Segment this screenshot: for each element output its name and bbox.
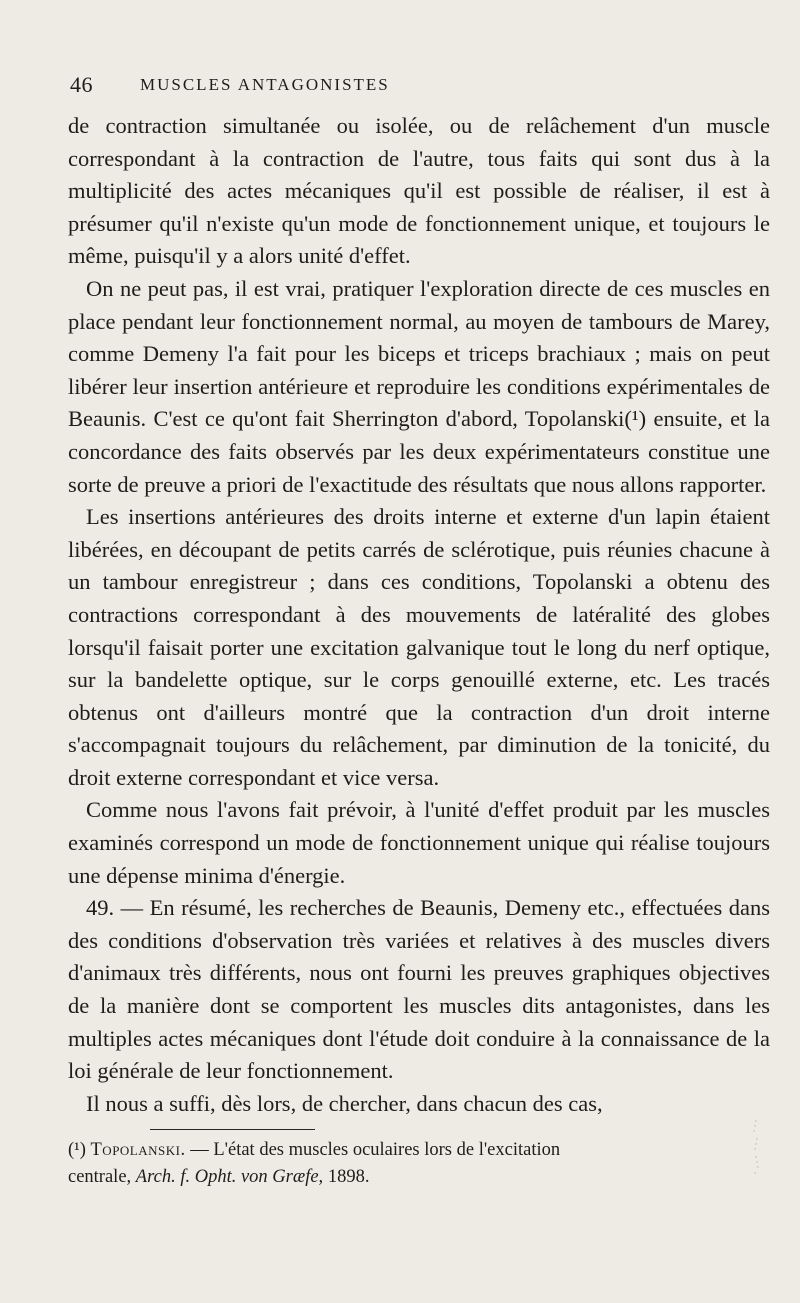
footnote-journal: Arch. f. Opht. von Græfe, bbox=[135, 1167, 324, 1187]
paragraph-closing: Il nous a suffi, dès lors, de chercher, dans chacun des cas, bbox=[86, 1090, 603, 1116]
paragraph-energy: Comme nous l'avons fait prévoir, à l'unité d'effet produit par les muscles examinés correspond un mode de fonctionnement unique qui réalise toujours une dépense minima d'énergie. bbox=[68, 797, 770, 888]
running-title: MUSCLES ANTAGONISTES bbox=[140, 75, 390, 94]
footnote-author: Topolanski. bbox=[90, 1140, 186, 1160]
pencil-mark-decoration bbox=[747, 1118, 765, 1178]
body-text bbox=[68, 110, 770, 1120]
footnote-marker: (¹) bbox=[68, 1140, 86, 1160]
footnote-line-1 bbox=[68, 1137, 770, 1164]
paragraph-continuation: de contraction simultanée ou isolée, ou de relâchement d'un muscle correspondant à la contraction de l'autre, tous faits qui sont dus à la multiplicité des actes mécaniques qu'il est possible de réaliser, il est à présumer qu'il n'existe qu'un mode de fonctionnement unique, et toujours le même, puisqu'il y a alors unité d'effet. bbox=[68, 113, 770, 269]
footnote-line-2 bbox=[68, 1164, 770, 1191]
footnote-source-prefix: centrale, bbox=[68, 1167, 136, 1187]
footnote-title: — L'état des muscles oculaires lors de l'excitation bbox=[185, 1140, 561, 1160]
paragraph-exploration: On ne peut pas, il est vrai, pratiquer l'exploration directe de ces muscles en place pendant leur fonctionnement normal, au moyen de tambours de Marey, comme Demeny l'a fait pour les biceps et triceps brachiaux ; mais on peut libérer leur insertion antérieure et reproduire les conditions expérimentales de Beaunis. C'est ce qu'ont fait Sherrington d'abord, Topolanski(¹) ensuite, et la concordance des faits observés par les deux expérimentateurs constitue une sorte de preuve a priori de l'exactitude des résultats que nous allons rapporter. bbox=[68, 275, 770, 497]
footnote bbox=[68, 1137, 770, 1191]
footnote-divider bbox=[150, 1129, 315, 1130]
paragraph-insertions: Les insertions antérieures des droits interne et externe d'un lapin étaient libérées, en découpant de petits carrés de sclérotique, puis réunies chacune à un tambour enregistreur ; dans ces conditions, Topolanski a obtenu des contractions correspondant à des mouvements de latéralité des globes lorsqu'il faisait porter une excitation galvanique tout le long du nerf optique, sur la bandelette optique, sur le corps genouillé externe, etc. Les tracés obtenus ont d'ailleurs montré que la contraction d'un droit interne s'accompagnait toujours du relâchement, par diminution de la tonicité, du droit externe correspondant et vice versa. bbox=[68, 504, 770, 790]
running-head bbox=[70, 72, 770, 102]
paragraph-section-49: 49. — En résumé, les recherches de Beaunis, Demeny etc., effectuées dans des conditions d'observation très variées et relatives à des muscles divers d'animaux très différents, nous ont fourni les preuves graphiques objectives de la manière dont se comportent les muscles dits antagonistes, dans les multiples actes mécaniques dont l'étude doit conduire à la connaissance de la loi générale de leur fonctionnement. bbox=[68, 895, 770, 1084]
footnote-year: 1898. bbox=[323, 1167, 370, 1187]
page-number: 46 bbox=[70, 72, 93, 97]
